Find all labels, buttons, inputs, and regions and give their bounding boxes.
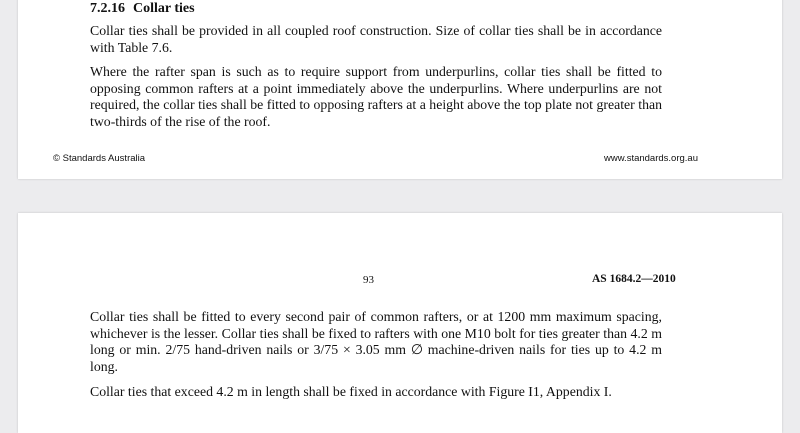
section-title: Collar ties <box>133 1 195 16</box>
paragraph-collar-ties-fitting: Where the rafter span is such as to require support from underpurlins, collar ties shall be fitted to opposing common rafters at a point immediately above the underpurlins. Where underpurlins are not required, the collar ties shall be fitted to opposing rafters at a height above the top plate not greater than two-thirds of the rise of the roof. <box>90 64 662 129</box>
page-number: 93 <box>363 274 374 286</box>
paragraph-collar-ties-spacing: Collar ties shall be fitted to every second pair of common rafters, or at 1200 mm maximum spacing, whichever is the lesser. Collar ties shall be fixed to rafters with one M10 bolt for ties greater than 4.2 m long or min. 2/75 hand-driven nails or 3/75 × 3.05 mm ∅ machine-driven nails for ties up to 4.2 m long. <box>90 309 662 374</box>
document-page-top <box>18 0 782 179</box>
footer-website: www.standards.org.au <box>604 153 698 164</box>
paragraph-collar-ties-length: Collar ties that exceed 4.2 m in length shall be fixed in accordance with Figure I1, Appendix I. <box>90 384 612 399</box>
document-page-bottom <box>18 213 782 433</box>
paragraph-collar-ties-provision: Collar ties shall be provided in all coupled roof construction. Size of collar ties shall be in accordance with Table 7.6. <box>90 23 662 55</box>
document-identifier: AS 1684.2—2010 <box>592 273 676 285</box>
section-heading <box>90 1 195 17</box>
section-number: 7.2.16 <box>90 1 125 16</box>
footer-copyright: © Standards Australia <box>53 153 146 164</box>
